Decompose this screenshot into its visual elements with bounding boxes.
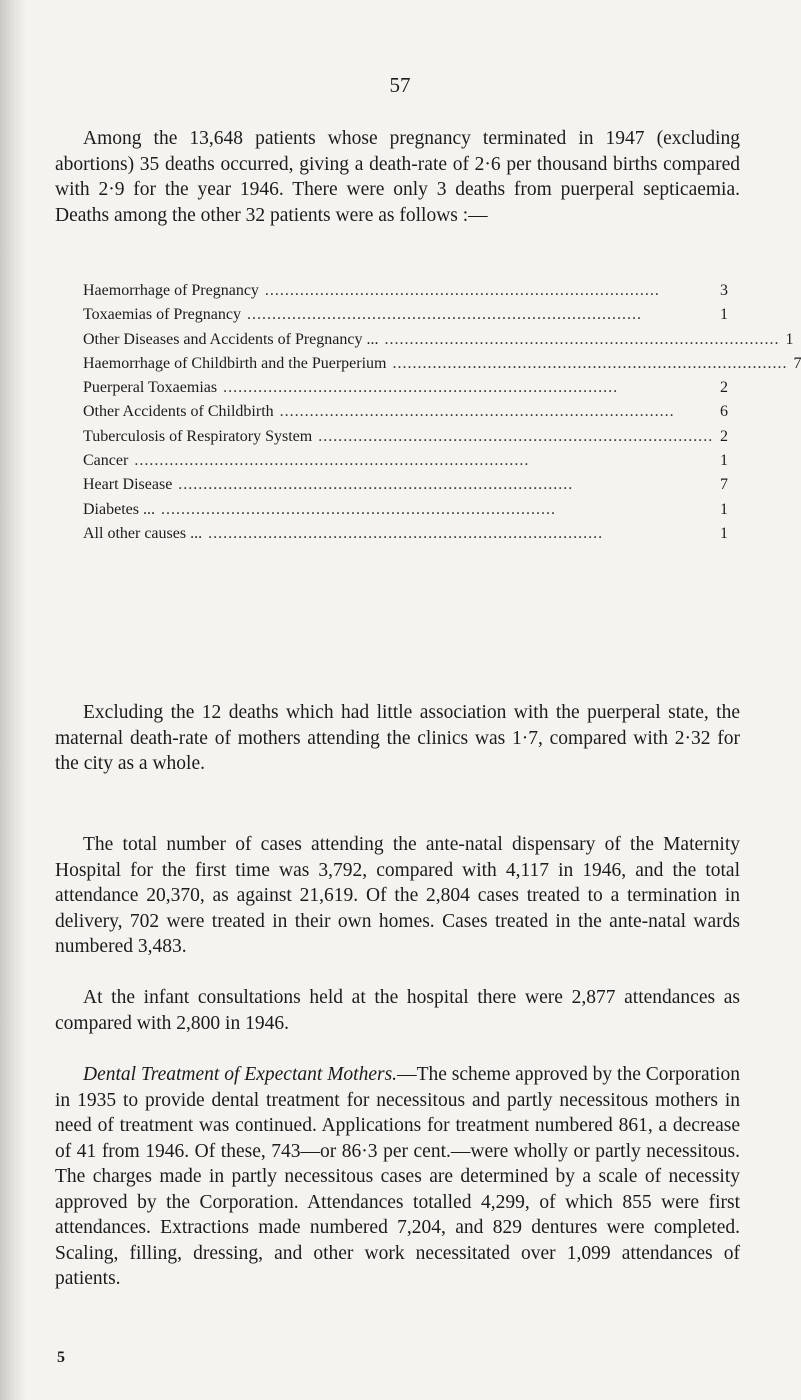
leader-dots: ............................................................................... bbox=[160, 500, 556, 518]
leader-dots: ............................................................................... bbox=[264, 282, 660, 299]
cause-label: Diabetes ... bbox=[83, 500, 155, 518]
cause-row bbox=[83, 330, 794, 355]
cause-label: Other Accidents of Childbirth bbox=[83, 403, 274, 421]
cause-label: Haemorrhage of Childbirth and the Puerperium bbox=[83, 354, 387, 372]
dental-treatment-body: —The scheme approved by the Corporation in 1935 to provide dental treatment for necessitous and partly necessitous mothers in need of treatment was continued. Applications for treatment numbered 861, a decrease of 41 from 1946. Of these, 743—or 86·3 per cent.—were wholly or partly necessitous. The charges made in partly necessitous cases are determined by a scale of necessity approved by the Corporation. Attendances totalled 4,299, of which 855 were first attendances. Extractions made numbered 7,204, and 829 dentures were completed. Scaling, filling, dressing, and other work necessitated over 1,099 attendances of patients. bbox=[55, 1064, 740, 1289]
leader-dots: ............................................................................... bbox=[392, 354, 788, 372]
cause-count: 1 bbox=[785, 330, 794, 348]
cause-row bbox=[83, 282, 728, 306]
excluding-deaths-paragraph: Excluding the 12 deaths which had little association with the puerperal state, the maternal death-rate of mothers attending the clinics was 1·7, compared with 2·32 for the city as a whole. bbox=[55, 702, 740, 774]
leader-dots: ............................................................................... bbox=[178, 476, 574, 494]
cause-label: All other causes ... bbox=[83, 524, 203, 542]
cause-label: Cancer bbox=[83, 452, 129, 470]
cause-row bbox=[83, 403, 728, 427]
cause-label: Haemorrhage of Pregnancy bbox=[83, 282, 259, 299]
leader-dots: ............................................................................... bbox=[279, 403, 675, 421]
leader-dots: ............................................................................... bbox=[384, 330, 780, 348]
dental-treatment-heading: Dental Treatment of Expectant Mothers. bbox=[83, 1064, 398, 1085]
cause-count: 1 bbox=[720, 452, 728, 470]
leader-dots: ............................................................................... bbox=[318, 427, 714, 445]
cause-count: 1 bbox=[720, 306, 728, 324]
cause-row bbox=[83, 525, 728, 549]
leader-dots: ............................................................................... bbox=[223, 379, 619, 397]
cause-count: 1 bbox=[720, 500, 728, 518]
causes-of-death-list bbox=[83, 282, 801, 549]
cause-label: Other Diseases and Accidents of Pregnancy ... bbox=[83, 330, 379, 348]
cause-row bbox=[83, 501, 728, 525]
cause-row bbox=[83, 452, 728, 476]
cause-label: Tuberculosis of Respiratory System bbox=[83, 427, 313, 445]
cause-row bbox=[83, 428, 728, 452]
infant-consultations-paragraph: At the infant consultations held at the hospital there were 2,877 attendances as compared with 2,800 in 1946. bbox=[55, 987, 740, 1034]
antenatal-paragraph: The total number of cases attending the ante-natal dispensary of the Maternity Hospital for the first time was 3,792, compared with 4,117 in 1946, and the total attendance 20,370, as against 21,619. Of the 2,804 cases treated to a termination in delivery, 702 were treated in their own homes. Cases treated in the ante-natal wards numbered 3,483. bbox=[55, 834, 740, 957]
leader-dots: ............................................................................... bbox=[208, 524, 604, 542]
cause-count: 3 bbox=[720, 282, 728, 299]
leader-dots: ............................................................................... bbox=[246, 306, 642, 324]
page-number: 57 bbox=[389, 73, 411, 97]
cause-count: 1 bbox=[720, 524, 728, 542]
cause-count: 7 bbox=[720, 476, 728, 494]
intro-paragraph: Among the 13,648 patients whose pregnancy terminated in 1947 (excluding abortions) 35 deaths occurred, giving a death-rate of 2·6 per thousand births compared with 2·9 for the year 1946. There were only 3 deaths from puerperal septicaemia. Deaths among the other 32 patients were as follows :— bbox=[55, 128, 740, 226]
dental-treatment-paragraph bbox=[55, 1062, 740, 1292]
footer-signature-mark: 5 bbox=[57, 1349, 65, 1366]
cause-count: 2 bbox=[720, 427, 728, 445]
cause-row bbox=[83, 306, 728, 330]
cause-count: 6 bbox=[720, 403, 728, 421]
cause-count: 7 bbox=[793, 354, 801, 372]
cause-count: 2 bbox=[720, 379, 728, 397]
cause-label: Heart Disease bbox=[83, 476, 173, 494]
page-binding-shadow bbox=[0, 0, 26, 1400]
cause-row bbox=[83, 354, 801, 379]
cause-row bbox=[83, 379, 728, 403]
cause-row bbox=[83, 476, 728, 500]
leader-dots: ............................................................................... bbox=[134, 452, 530, 470]
cause-label: Toxaemias of Pregnancy bbox=[83, 306, 241, 324]
cause-label: Puerperal Toxaemias bbox=[83, 379, 218, 397]
